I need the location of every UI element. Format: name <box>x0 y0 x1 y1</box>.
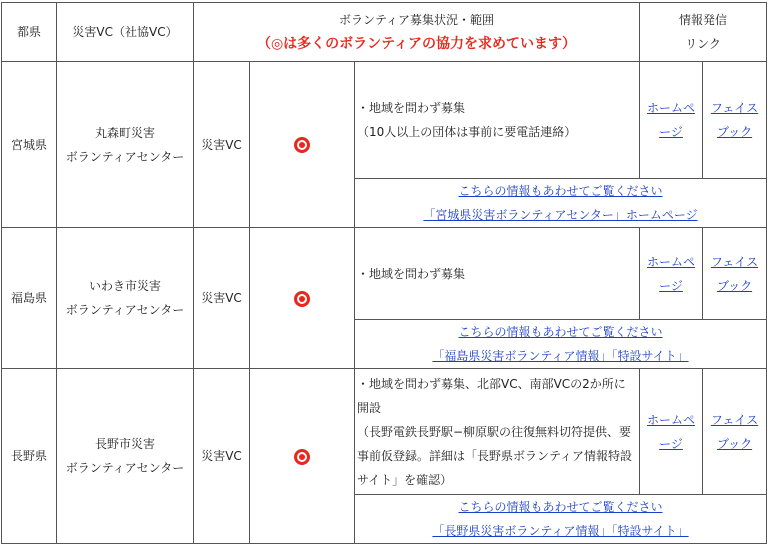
extra-info-link[interactable]: こちらの情報もあわせてご覧ください <box>458 500 663 514</box>
facebook-link[interactable]: フェイスブック <box>710 101 759 139</box>
center-name-cell <box>57 369 194 544</box>
header-status-title: ボランティア募集状況・範囲 <box>338 13 495 27</box>
status-mark-cell <box>250 62 355 228</box>
homepage-link-cell <box>640 62 703 179</box>
extra-info-link[interactable]: 「長野県災害ボランティア情報」「特設サイト」 <box>432 524 689 538</box>
extra-info-cell <box>355 495 767 544</box>
header-pref: 都県 <box>2 3 57 62</box>
center-name-cell <box>57 228 194 369</box>
pref-cell: 宮城県 <box>2 62 57 228</box>
extra-info-link[interactable]: こちらの情報もあわせてご覧ください <box>458 325 663 339</box>
extra-info-link[interactable]: 「宮城県災害ボランティアセンター」ホームページ <box>423 208 698 222</box>
facebook-link[interactable]: フェイスブック <box>710 412 759 451</box>
condition-line: （10人以上の団体は事前に要電話連絡） <box>357 125 577 139</box>
table-row <box>2 62 767 179</box>
condition-line: （長野電鉄長野駅−柳原駅の往復無料切符提供、要事前仮登録。詳細は「長野県ボランティア情報特設サイト」を確認） <box>357 424 633 487</box>
homepage-link-cell <box>640 228 703 320</box>
double-circle-icon <box>294 137 310 153</box>
conditions-cell <box>355 228 640 320</box>
status-mark-cell <box>250 369 355 544</box>
double-circle-icon <box>294 449 310 465</box>
vc-type-cell: 災害VC <box>194 228 250 369</box>
header-info <box>640 3 767 62</box>
center-name-line1: 丸森町災害 <box>94 125 155 140</box>
header-info-sub: リンク <box>685 37 721 51</box>
conditions-cell <box>355 369 640 495</box>
extra-info-link[interactable]: 「福島県災害ボランティア情報」「特設サイト」 <box>432 349 689 363</box>
center-name-line2: ボランティアセンター <box>65 303 185 317</box>
condition-line: ・地域を問わず募集 <box>357 266 466 281</box>
facebook-link-cell <box>703 369 767 495</box>
header-info-title: 情報発信 <box>679 13 728 27</box>
facebook-link-cell <box>703 62 767 179</box>
vc-type-cell: 災害VC <box>194 369 250 544</box>
extra-info-link[interactable]: こちらの情報もあわせてご覧ください <box>458 184 663 198</box>
center-name-line1: いわき市災害 <box>88 279 161 293</box>
center-name-cell <box>57 62 194 228</box>
header-status-note: （◎は多くのボランティアの協力を求めています） <box>256 36 577 52</box>
table-row <box>2 228 767 320</box>
center-name-line2: ボランティアセンター <box>65 149 185 164</box>
pref-cell: 長野県 <box>2 369 57 544</box>
extra-info-cell <box>355 179 767 228</box>
facebook-link[interactable]: フェイスブック <box>710 254 759 293</box>
homepage-link[interactable]: ホームページ <box>647 101 696 139</box>
homepage-link-cell <box>640 369 703 495</box>
pref-cell: 福島県 <box>2 228 57 369</box>
extra-info-cell <box>355 320 767 369</box>
volunteer-table <box>1 2 767 544</box>
double-circle-icon <box>294 291 310 307</box>
header-vc: 災害VC（社協VC） <box>57 3 194 62</box>
table-row <box>2 369 767 495</box>
status-mark-cell <box>250 228 355 369</box>
condition-line: ・地域を問わず募集、北部VC、南部VCの2か所に開設 <box>357 376 626 415</box>
vc-type-cell: 災害VC <box>194 62 250 228</box>
center-name-line1: 長野市災害 <box>94 437 155 451</box>
facebook-link-cell <box>703 228 767 320</box>
homepage-link[interactable]: ホームページ <box>647 254 696 293</box>
header-row <box>2 3 767 62</box>
center-name-line2: ボランティアセンター <box>65 461 185 475</box>
conditions-cell <box>355 62 640 179</box>
homepage-link[interactable]: ホームページ <box>647 412 696 451</box>
header-status <box>194 3 640 62</box>
condition-line: ・地域を問わず募集 <box>357 101 466 115</box>
